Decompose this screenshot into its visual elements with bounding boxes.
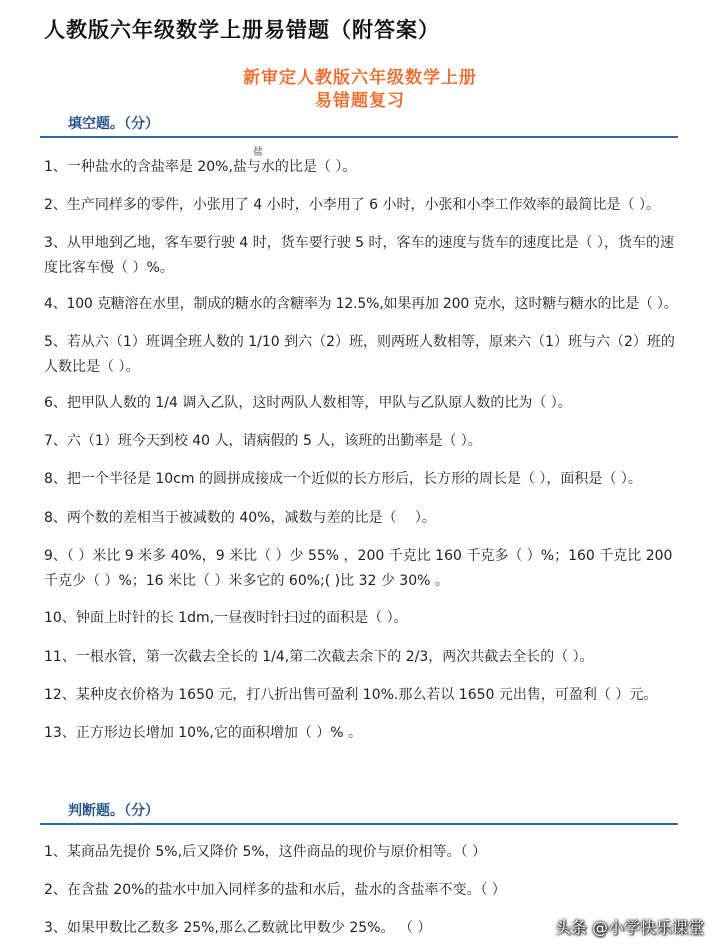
banner-line-2: 易错题复习 — [315, 91, 405, 111]
judge-question-2: 2、在含盐 20%的盐水中加入同样多的盐和水后，盐水的含盐率不变。（ ） — [44, 882, 506, 898]
salt-annotation: 盐 — [253, 147, 263, 158]
fill-question-10: 10、钟面上时针的长 1dm,一昼夜时针扫过的面积是（ ）。 — [44, 610, 408, 626]
fill-question-8a: 8、把一个半径是 10cm 的圆拼成接成一个近似的长方形后，长方形的周长是（ ），面积是（ ）。 — [44, 471, 642, 487]
judge-question-1: 1、某商品先提价 5%,后又降价 5%，这件商品的现价与原价相等。（ ） — [44, 844, 487, 860]
fill-question-1: 1、一种盐水的含盐率是 20%,盐与水的比是（ ）。 — [44, 159, 357, 175]
fill-question-4: 4、100 克糖溶在水里，制成的糖水的含糖率为 12.5%,如果再加 200 克水，这时糖与糖水的比是（ ）。 — [44, 296, 678, 312]
fill-question-5: 5、若从六（1）班调全班人数的 1/10 到六（2）班，则两班人数相等，原来六（1）班与六（2）班的人数比是（ ）。 — [44, 334, 675, 375]
fill-question-11: 11、一根水管，第一次截去全长的 1/4,第二次截去余下的 2/3，两次共截去全长的（ ）。 — [44, 649, 594, 665]
fill-question-2: 2、生产同样多的零件，小张用了 4 小时，小李用了 6 小时，小张和小李工作效率的最简比是（ ）。 — [44, 197, 660, 213]
fill-question-6: 6、把甲队人数的 1/4 调入乙队，这时两队人数相等，甲队与乙队原人数的比为（ ）。 — [44, 395, 572, 411]
fill-question-3: 3、从甲地到乙地，客车要行驶 4 时，货车要行驶 5 时，客车的速度与货车的速度比是（ ），货车的速度比客车慢（ ）%。 — [44, 235, 674, 276]
fill-question-8b: 8、两个数的差相当于被减数的 40%，减数与差的比是（ ）。 — [44, 510, 436, 526]
fill-question-12: 12、某种皮衣价格为 1650 元，打八折出售可盈利 10%.那么若以 1650 元出售，可盈利（ ）元。 — [44, 687, 658, 703]
fill-in-section-label: 填空题。（分） — [68, 116, 159, 132]
judge-section-header — [40, 797, 678, 825]
fill-question-13: 13、正方形边长增加 10%,它的面积增加（ ）% 。 — [44, 725, 363, 741]
judge-question-3: 3、如果甲数比乙数多 25%,那么乙数就比甲数少 25%。 （ ） — [44, 920, 432, 936]
judge-section-label: 判断题。（分） — [68, 803, 159, 819]
page-title: 人教版六年级数学上册易错题（附答案） — [44, 18, 440, 42]
fill-question-7: 7、六（1）班今天到校 40 人，请病假的 5 人，该班的出勤率是（ ）。 — [44, 433, 482, 449]
fill-question-9: 9、（ ）米比 9 米多 40%，9 米比（ ）少 55% ，200 千克比 160 千克多（ ）%；160 千克比 200 千克少（ ）%；16 米比（ ）米多它的 60%;( )比 32 少 30% 。 — [44, 548, 673, 589]
watermark: 头条 @小学快乐课堂 — [554, 918, 704, 937]
banner-line-1: 新审定人教版六年级数学上册 — [243, 68, 477, 88]
fill-in-section-header — [40, 110, 678, 138]
